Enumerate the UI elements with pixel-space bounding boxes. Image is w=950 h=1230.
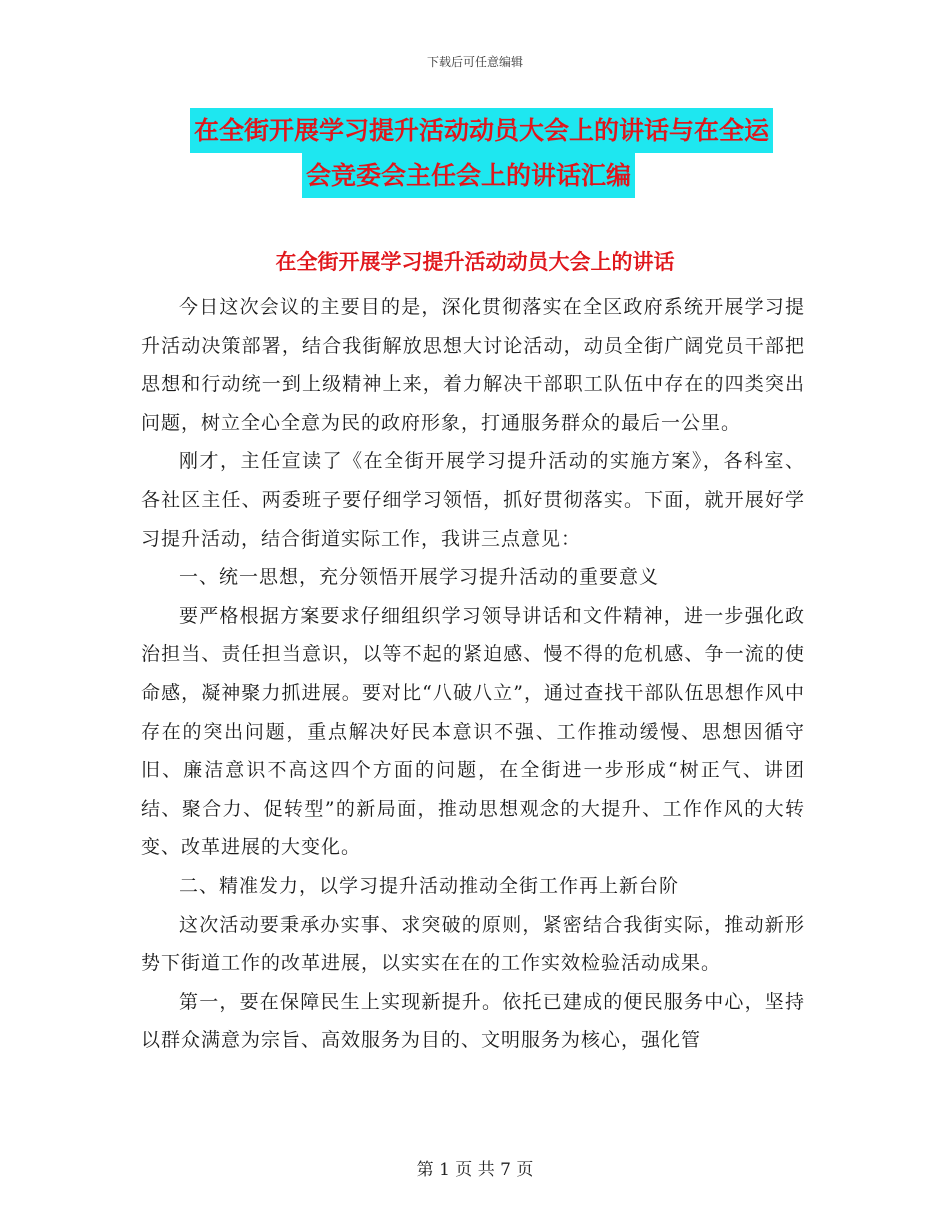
document-title-line-1: 在全街开展学习提升活动动员大会上的讲话与在全运 [190,108,773,153]
paragraph: 刚才，主任宣读了《在全街开展学习提升活动的实施方案》，各科室、各社区主任、两委班子要仔细学习领悟，抓好贯彻落实。下面，就开展好学习提升活动，结合街道实际工作，我讲三点意见： [141,450,805,550]
paragraph: 今日这次会议的主要目的是，深化贯彻落实在全区政府系统开展学习提升活动决策部署，结合我街解放思想大讨论活动，动员全街广阔党员干部把思想和行动统一到上级精神上来，着力解决干部职工队伍中存在的四类突出问题，树立全心全意为民的政府形象，打通服务群众的最后一公里。 [141,296,805,434]
page-number: 第 1 页 共 7 页 [416,1160,534,1180]
heading-point-one: 一、统一思想，充分领悟开展学习提升活动的重要意义 [179,566,660,589]
document-title-line-2: 会竞委会主任会上的讲话汇编 [302,153,635,198]
paragraph: 这次活动要秉承办实事、求突破的原则，紧密结合我街实际，推动新形势下街道工作的改革进展，以实实在在的工作实效检验活动成果。 [141,913,805,975]
body-text [141,288,805,1060]
header-note: 下载后可任意编辑 [426,55,523,69]
paragraph: 要严格根据方案要求仔细组织学习领导讲话和文件精神，进一步强化政治担当、责任担当意识，以等不起的紧迫感、慢不得的危机感、争一流的使命感，凝神聚力抓进展。要对比“八破八立”，通过查找干部队伍思想作风中存在的突出问题，重点解决好民本意识不强、工作推动缓慢、思想因循守旧、廉洁意识不高这四个方面的问题，在全街进一步形成“树正气、讲团结、聚合力、促转型”的新局面，推动思想观念的大提升、工作作风的大转变、改革进展的大变化。 [141,604,805,859]
paragraph: 第一，要在保障民生上实现新提升。依托已建成的便民服务中心，坚持以群众满意为宗旨、高效服务为目的、文明服务为核心，强化管 [141,990,805,1052]
document-title [190,108,810,198]
heading-point-two: 二、精准发力，以学习提升活动推动全街工作再上新台阶 [179,874,680,897]
section-title: 在全街开展学习提升活动动员大会上的讲话 [275,250,675,274]
